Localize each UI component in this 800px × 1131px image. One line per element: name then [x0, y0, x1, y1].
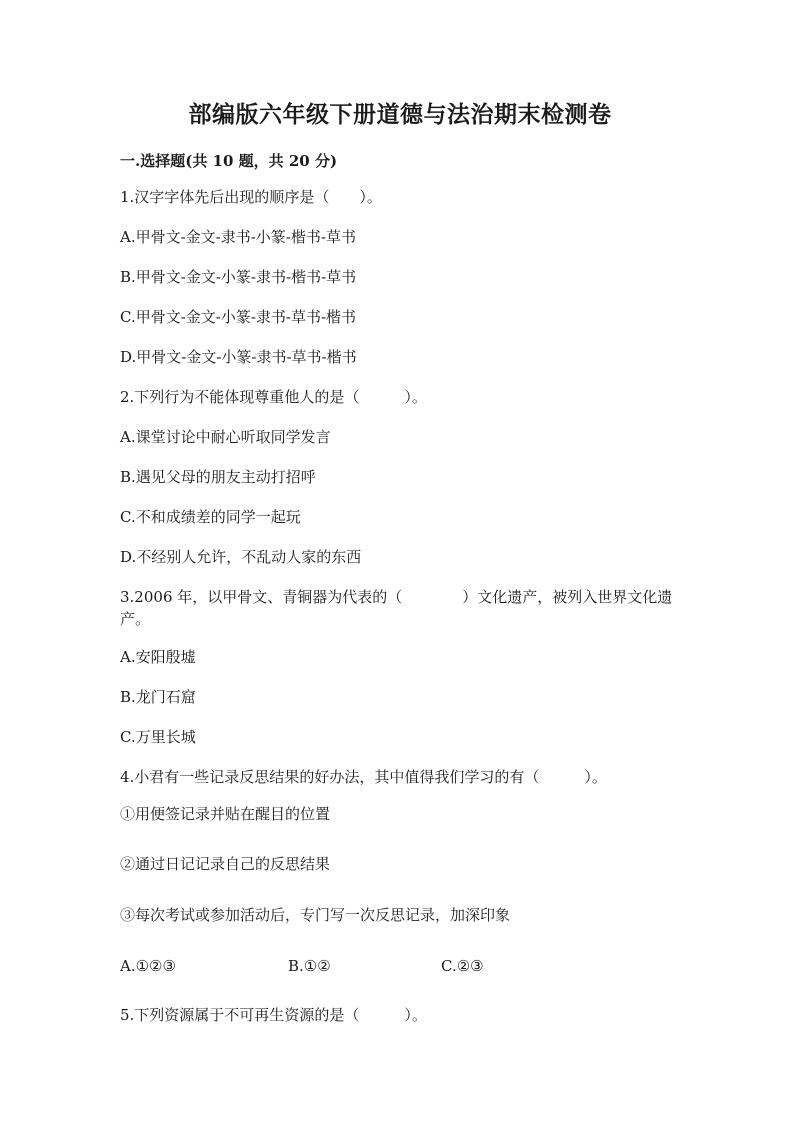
- question-3-option-a: A.安阳殷墟: [120, 648, 196, 666]
- question-1-option-d: D.甲骨文-金文-小篆-隶书-草书-楷书: [120, 348, 357, 366]
- question-4-statement-2: ②通过日记记录自己的反思结果: [120, 855, 331, 873]
- question-3-stem: 3.2006 年，以甲骨文、青铜器为代表的（ ）文化遗产，被列入世界文化遗产。: [120, 588, 673, 628]
- question-4-stem: 4.小君有一些记录反思结果的好办法，其中值得我们学习的有（ ）。: [120, 768, 607, 786]
- question-5-stem: 5.下列资源属于不可再生资源的是（ ）。: [120, 1006, 427, 1024]
- question-2-option-a: A.课堂讨论中耐心听取同学发言: [120, 428, 331, 446]
- question-3-option-b: B.龙门石窟: [120, 688, 196, 706]
- question-4-option-c: C.②③: [441, 957, 484, 975]
- question-2-option-b: B.遇见父母的朋友主动打招呼: [120, 468, 316, 486]
- section-heading: 一.选择题(共 10 题，共 20 分): [120, 152, 338, 170]
- question-4-option-a: A.①②③: [120, 957, 176, 975]
- question-1-option-c: C.甲骨文-金文-小篆-隶书-草书-楷书: [120, 308, 357, 326]
- question-4-statement-3: ③每次考试或参加活动后，专门写一次反思记录，加深印象: [120, 906, 511, 924]
- question-2-stem: 2.下列行为不能体现尊重他人的是（ ）。: [120, 388, 427, 406]
- question-1-stem: 1.汉字字体先后出现的顺序是（ ）。: [120, 188, 382, 206]
- question-4-statement-1: ①用便签记录并贴在醒目的位置: [120, 805, 331, 823]
- question-4-option-b: B.①②: [288, 957, 331, 975]
- question-2-option-d: D.不经别人允许，不乱动人家的东西: [120, 548, 362, 566]
- question-1-option-b: B.甲骨文-金文-小篆-隶书-楷书-草书: [120, 268, 357, 286]
- question-2-option-c: C.不和成绩差的同学一起玩: [120, 508, 301, 526]
- question-3-option-c: C.万里长城: [120, 728, 196, 746]
- question-1-option-a: A.甲骨文-金文-隶书-小篆-楷书-草书: [120, 228, 356, 246]
- page-title: 部编版六年级下册道德与法治期末检测卷: [188, 101, 612, 128]
